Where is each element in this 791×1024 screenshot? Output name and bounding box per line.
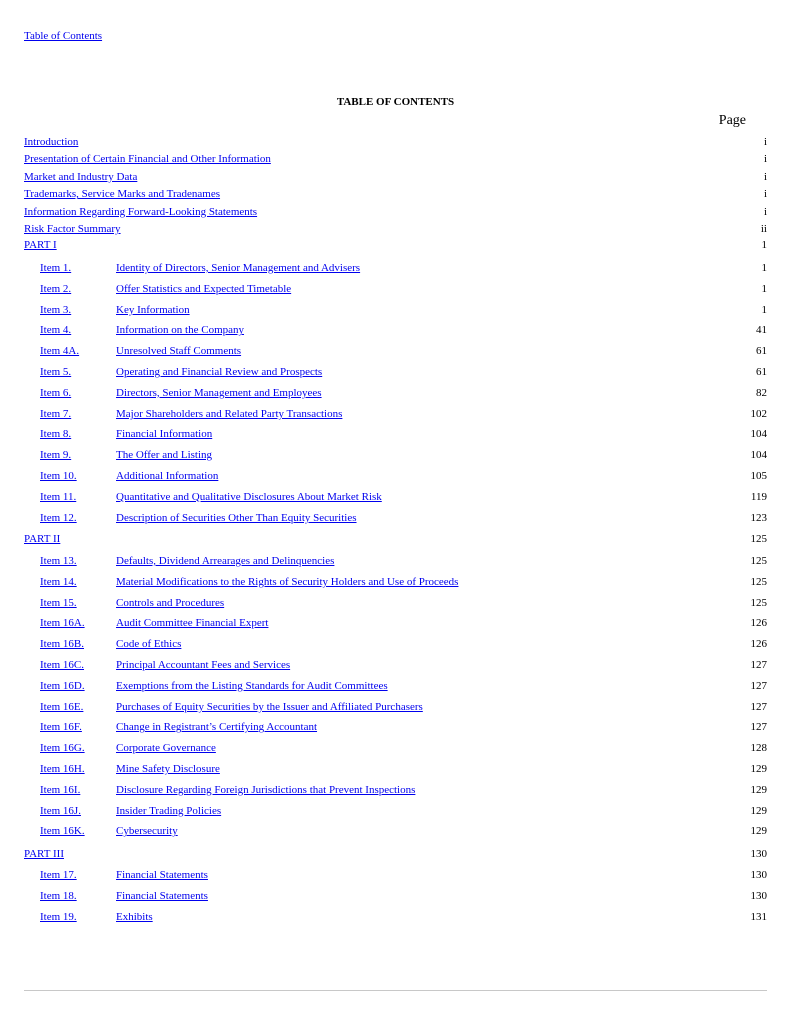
toc-intro-row [0,153,791,169]
part-i-heading [0,239,791,255]
page-number: 130 [750,869,767,881]
toc-intro-row-link[interactable]: Risk Factor Summary [24,223,121,235]
toc-intro-row [0,206,791,222]
toc-item-row [0,763,791,779]
page-number: 1 [761,282,767,295]
page-number: 129 [750,763,767,775]
item-number-link[interactable]: Item 13. [40,555,77,567]
item-number-link[interactable]: Item 11. [40,490,77,503]
item-number-link[interactable]: Item 14. [40,575,77,588]
item-title-link[interactable]: Change in Registrant’s Certifying Accountant [116,721,318,734]
toc-intro-row [0,223,791,239]
page-number: 131 [750,910,767,923]
toc-intro-row-link[interactable]: Market and Industry Data [24,170,138,183]
item-number-link[interactable]: Item 1. [40,262,72,274]
item-title-link[interactable]: Description of Securities Other Than Equity Securities [116,511,357,524]
toc-item-row [0,659,791,675]
toc-item-row [0,366,791,382]
toc-item-row [0,576,791,592]
item-number-link[interactable]: Item 12. [40,511,77,524]
page-number: 1 [761,303,767,316]
item-title-link[interactable]: Information on the Company [116,324,245,337]
item-title-link[interactable]: Code of Ethics [116,638,182,651]
toc-item-row [0,617,791,633]
item-number-link[interactable]: Item 16G. [40,742,85,755]
page-number: 104 [750,428,767,441]
toc-item-row [0,345,791,361]
toc-item-row [0,283,791,299]
item-title-link[interactable]: Controls and Procedures [116,596,225,609]
toc-item-row [0,324,791,340]
toc-item-row [0,701,791,717]
item-number-link[interactable]: Item 2. [40,282,72,295]
toc-item-row [0,597,791,613]
item-number-link[interactable]: Item 16K. [40,825,85,838]
page-number: 119 [750,490,767,503]
item-number-link[interactable]: Item 4A. [40,345,80,358]
item-number-link[interactable]: Item 17. [40,869,77,881]
page-number: i [763,205,767,218]
item-number-link[interactable]: Item 16A. [40,617,85,630]
item-number-link[interactable]: Item 8. [40,428,72,441]
page-number: 41 [756,324,767,337]
page-number: i [763,136,767,148]
toc-intro-row [0,136,791,152]
toc-heading: TABLE OF CONTENTS [336,96,455,108]
part-ii-heading-link[interactable]: PART II [24,533,61,545]
item-number-link[interactable]: Item 5. [40,366,72,378]
item-title-link[interactable]: Operating and Financial Review and Prospects [116,366,323,378]
item-title-link[interactable]: Purchases of Equity Securities by the Issuer and Affiliated Purchasers [116,700,423,713]
page-number: 126 [750,617,767,630]
item-title-link[interactable]: Financial Statements [116,889,208,902]
item-number-link[interactable]: Item 3. [40,303,72,316]
item-title-link[interactable]: Exemptions from the Listing Standards for Audit Committees [116,679,388,692]
page-number: 127 [750,700,767,713]
page-number: 127 [750,721,767,734]
toc-item-row [0,784,791,800]
item-title-link[interactable]: Additional Information [116,470,219,482]
toc-item-row [0,638,791,654]
toc-item-row [0,555,791,571]
page-number: 125 [750,555,767,567]
page-number: 82 [756,386,767,399]
page-number: 127 [750,659,767,671]
item-title-link[interactable]: Exhibits [116,910,153,923]
page-number: i [763,170,767,183]
page-number: 61 [756,366,767,378]
page-number: 105 [750,470,767,482]
item-number-link[interactable]: Item 16E. [40,700,84,713]
toc-item-row [0,721,791,737]
toc-intro-row [0,188,791,204]
item-title-link[interactable]: Unresolved Staff Comments [116,345,242,358]
page-number: 102 [750,407,767,420]
toc-item-row [0,680,791,696]
part-iii-heading [0,848,791,864]
toc-item-row [0,512,791,528]
item-number-link[interactable]: Item 18. [40,889,77,902]
page-number: 127 [750,679,767,692]
page-number: 129 [750,804,767,817]
item-title-link[interactable]: Audit Committee Financial Expert [116,617,269,630]
item-number-link[interactable]: Item 15. [40,596,77,609]
part-i-heading-link[interactable]: PART I [24,239,57,251]
item-number-link[interactable]: Item 16F. [40,721,82,734]
toc-intro-row-link[interactable]: Presentation of Certain Financial and Other Information [24,153,271,166]
page-number: 123 [750,511,767,524]
page-number: ii [760,223,767,235]
item-number-link[interactable]: Item 10. [40,470,77,482]
page-number: 128 [750,742,767,755]
item-title-link[interactable]: Defaults, Dividend Arrearages and Delinquencies [116,555,335,567]
toc-item-row [0,304,791,320]
page-number: 125 [750,533,767,545]
toc-intro-row [0,171,791,187]
toc-item-row [0,262,791,278]
table-of-contents-link[interactable]: Table of Contents [24,30,103,42]
item-number-link[interactable]: Item 4. [40,324,72,337]
page-number: 125 [750,575,767,588]
item-title-link[interactable]: Disclosure Regarding Foreign Jurisdictions that Prevent Inspections [116,783,416,796]
item-title-link[interactable]: Financial Statements [116,869,208,881]
page-number: 104 [750,449,767,462]
item-number-link[interactable]: Item 16H. [40,763,85,775]
item-title-link[interactable]: Key Information [116,303,190,316]
item-title-link[interactable]: Principal Accountant Fees and Services [116,659,291,671]
item-number-link[interactable]: Item 16D. [40,679,85,692]
page-number: 125 [750,596,767,609]
item-title-link[interactable]: Directors, Senior Management and Employees [116,386,322,399]
item-number-link[interactable]: Item 16B. [40,638,84,651]
toc-item-row [0,387,791,403]
item-number-link[interactable]: Item 6. [40,386,72,399]
toc-item-row [0,470,791,486]
page-number: 129 [750,783,767,796]
item-title-link[interactable]: Mine Safety Disclosure [116,763,220,775]
item-title-link[interactable]: The Offer and Listing [116,449,213,462]
toc-item-row [0,428,791,444]
item-title-link[interactable]: Quantitative and Qualitative Disclosures About Market Risk [116,490,382,503]
page-number: 126 [750,638,767,651]
page-number: 1 [761,239,767,251]
part-ii-heading [0,533,791,549]
item-number-link[interactable]: Item 16J. [40,804,81,817]
page-column-header: Page [718,113,746,128]
toc-item-row [0,869,791,885]
toc-intro-row-link[interactable]: Introduction [24,136,79,148]
page-divider [24,990,767,991]
page-number: i [763,153,767,166]
page-number: 129 [750,825,767,838]
toc-intro-row-link[interactable]: Trademarks, Service Marks and Tradenames [24,188,221,201]
item-title-link[interactable]: Major Shareholders and Related Party Transactions [116,407,343,420]
toc-item-row [0,408,791,424]
page-number: 1 [761,262,767,274]
item-title-link[interactable]: Financial Information [116,428,213,441]
item-title-link[interactable]: Insider Trading Policies [116,804,222,817]
page-number: 61 [756,345,767,358]
item-title-link[interactable]: Corporate Governance [116,742,216,755]
item-title-link[interactable]: Identity of Directors, Senior Management and Advisers [116,262,361,274]
page-number: 130 [750,848,767,860]
page-number: i [763,188,767,201]
part-iii-heading-link[interactable]: PART III [24,848,64,860]
toc-item-row [0,449,791,465]
toc-intro-row-link[interactable]: Information Regarding Forward-Looking Statements [24,205,258,218]
toc-item-row [0,890,791,906]
item-number-link[interactable]: Item 7. [40,407,72,420]
item-title-link[interactable]: Cybersecurity [116,825,178,838]
toc-item-row [0,491,791,507]
item-number-link[interactable]: Item 16I. [40,783,81,796]
item-number-link[interactable]: Item 19. [40,910,77,923]
item-number-link[interactable]: Item 9. [40,449,72,462]
item-title-link[interactable]: Material Modifications to the Rights of Security Holders and Use of Proceeds [116,575,459,588]
toc-item-row [0,805,791,821]
item-number-link[interactable]: Item 16C. [40,659,84,671]
item-title-link[interactable]: Offer Statistics and Expected Timetable [116,282,292,295]
toc-item-row [0,911,791,927]
toc-item-row [0,742,791,758]
page-number: 130 [750,889,767,902]
toc-item-row [0,825,791,841]
